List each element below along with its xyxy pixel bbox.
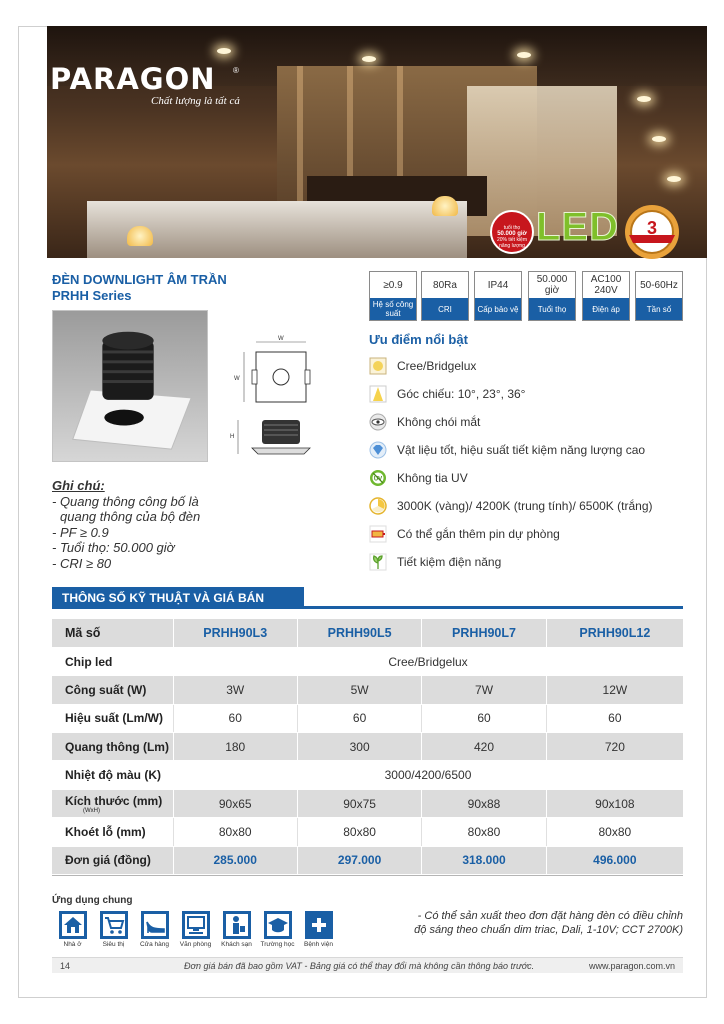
logo-wordmark: PARAGON xyxy=(50,62,216,96)
beam-angle-icon xyxy=(369,385,387,403)
table-row xyxy=(52,733,683,761)
price-cell: 297.000 xyxy=(297,846,421,874)
svg-text:UV: UV xyxy=(373,476,383,483)
row-label: Khoét lỗ (mm) xyxy=(52,818,173,846)
table-row xyxy=(52,704,683,732)
led-logo: LED xyxy=(536,205,619,249)
header-label: Mã số xyxy=(52,619,173,647)
high-heel-icon xyxy=(144,914,166,936)
application-item xyxy=(216,911,257,948)
cell: 60 xyxy=(297,704,421,732)
row-label: Công suất (W) xyxy=(52,676,173,704)
application-label: Văn phòng xyxy=(179,941,212,948)
application-label: Siêu thị xyxy=(102,941,125,948)
drawing-width-top: W xyxy=(278,336,284,342)
cell: 300 xyxy=(297,733,421,761)
advantage-text: Không tia UV xyxy=(397,471,468,485)
note-line: - CRI ≥ 80 xyxy=(52,555,112,571)
spec-value: IP44 xyxy=(487,279,509,291)
table-row xyxy=(52,789,683,817)
advantage-item xyxy=(369,464,653,492)
spec-value: 80Ra xyxy=(433,279,457,291)
advantage-text: Vật liệu tốt, hiệu suất tiết kiệm năng lượng cao xyxy=(397,443,646,457)
spec-ip xyxy=(474,271,522,321)
product-photo xyxy=(52,310,208,462)
advantage-text: Góc chiếu: 10°, 23°, 36° xyxy=(397,387,526,401)
page-number: 14 xyxy=(60,961,71,971)
row-label: Chip led xyxy=(52,647,173,675)
model-header: PRHH90L7 xyxy=(422,619,546,647)
cell: 12W xyxy=(546,676,683,704)
advantage-item xyxy=(369,352,653,380)
table-row xyxy=(52,818,683,846)
model-header: PRHH90L5 xyxy=(297,619,421,647)
lifetime-badge xyxy=(490,210,534,254)
model-header: PRHH90L3 xyxy=(173,619,297,647)
advantage-item xyxy=(369,492,653,520)
cob-chip-icon xyxy=(369,357,387,375)
note-line: quang thông của bộ đèn xyxy=(60,509,201,524)
row-label: Đơn giá (đồng) xyxy=(52,846,173,874)
battery-icon xyxy=(369,525,387,543)
application-label: Trường học xyxy=(260,941,295,948)
advantage-text: Cree/Bridgelux xyxy=(397,359,477,373)
color-temperature-icon xyxy=(369,497,387,515)
applications-title: Ứng dụng chung xyxy=(52,895,133,906)
advantage-item xyxy=(369,548,653,576)
section-underline xyxy=(52,606,683,609)
spec-value: 50-60Hz xyxy=(640,279,678,291)
note-line: - Tuổi thọ: 50.000 giờ xyxy=(52,540,175,555)
cell: 7W xyxy=(422,676,546,704)
advantage-text: Không chói mắt xyxy=(397,415,481,429)
shopping-cart-icon xyxy=(103,914,125,936)
spec-label: Điện áp xyxy=(583,298,629,320)
advantage-item xyxy=(369,380,653,408)
drawing-width-side: W xyxy=(234,376,240,382)
section-heading: THÔNG SỐ KỸ THUẬT VÀ GIÁ BÁN xyxy=(52,587,304,609)
cell: 90x108 xyxy=(546,789,683,817)
warranty-badge xyxy=(623,203,681,261)
dimension-drawing xyxy=(222,330,342,470)
notes-heading: Ghi chú: xyxy=(52,478,105,493)
price-cell: 285.000 xyxy=(173,846,297,874)
cell: 60 xyxy=(546,704,683,732)
row-merged-value: Cree/Bridgelux xyxy=(173,647,683,675)
cell: 90x75 xyxy=(297,789,421,817)
row-sublabel: (WxH) xyxy=(83,807,100,814)
advantage-text: 3000K (vàng)/ 4200K (trung tính)/ 6500K (trắng) xyxy=(397,499,653,513)
advantages-list xyxy=(369,352,653,576)
warranty-years: 3 xyxy=(646,218,658,238)
page-footer xyxy=(52,957,683,973)
bellboy-icon xyxy=(226,914,248,936)
advantage-text: Tiết kiệm điện năng xyxy=(397,555,502,569)
cell: 90x88 xyxy=(422,789,546,817)
spec-value: ≥0.9 xyxy=(383,279,403,291)
house-icon xyxy=(62,914,84,936)
spec-value: 50.000 giờ xyxy=(536,274,568,296)
footnote-line: - Có thể sản xuất theo đơn đặt hàng đèn có điều chỉnh xyxy=(417,910,683,922)
product-title xyxy=(52,272,227,304)
cell: 80x80 xyxy=(297,818,421,846)
notes-block xyxy=(52,478,200,571)
graduation-cap-icon xyxy=(267,914,289,936)
lifetime-badge-line3: 20% tiết kiệm năng lượng xyxy=(496,237,527,249)
spec-price-table xyxy=(52,619,683,875)
cell: 5W xyxy=(297,676,421,704)
model-header: PRHH90L12 xyxy=(546,619,683,647)
registered-mark: ® xyxy=(233,66,239,75)
note-line: - PF ≥ 0.9 xyxy=(52,524,109,540)
spec-label: Cấp bảo vệ xyxy=(475,298,521,320)
row-label: Hiệu suất (Lm/W) xyxy=(52,704,173,732)
website-link[interactable]: www.paragon.com.vn xyxy=(588,961,675,971)
no-uv-icon xyxy=(369,469,387,487)
table-row-price xyxy=(52,846,683,874)
cell: 3W xyxy=(173,676,297,704)
advantage-item xyxy=(369,436,653,464)
application-item xyxy=(93,911,134,948)
product-series: PRHH Series xyxy=(52,288,132,303)
footnote-line: độ sáng theo chuẩn dim triac, Dali, 1-10V; CCT 2700K) xyxy=(414,924,683,936)
cell: 80x80 xyxy=(422,818,546,846)
spec-value: AC100 240V xyxy=(590,274,622,296)
energy-saving-icon xyxy=(369,553,387,571)
cell: 90x65 xyxy=(173,789,297,817)
dimming-footnote xyxy=(414,909,683,937)
row-merged-value: 3000/4200/6500 xyxy=(173,761,683,789)
application-item xyxy=(298,911,339,948)
table-row xyxy=(52,647,683,675)
logo-tagline: Chất lượng là tất cả xyxy=(151,95,240,107)
lifetime-badge-value: 50.000 giờ xyxy=(497,231,527,237)
spec-label: Tuổi thọ xyxy=(529,298,575,320)
price-disclaimer: Đơn giá bán đã bao gồm VAT - Bảng giá có thể thay đổi mà không cần thông báo trước. xyxy=(184,961,535,971)
advantage-item xyxy=(369,408,653,436)
application-label: Bệnh viện xyxy=(304,941,333,948)
advantage-text: Có thể gắn thêm pin dự phòng xyxy=(397,527,560,541)
cell: 180 xyxy=(173,733,297,761)
cell: 420 xyxy=(422,733,546,761)
drawing-height: H xyxy=(230,434,235,440)
table-row xyxy=(52,761,683,789)
row-label: Nhiệt độ màu (K) xyxy=(52,761,173,789)
row-label: Quang thông (Lm) xyxy=(52,733,173,761)
price-cell: 496.000 xyxy=(546,846,683,874)
spec-label: Tần số xyxy=(636,298,682,320)
spec-lifetime xyxy=(528,271,576,321)
application-item xyxy=(175,911,216,948)
applications-list xyxy=(52,911,339,948)
application-item xyxy=(257,911,298,948)
note-line: - Quang thông công bố là xyxy=(52,493,199,509)
lifetime-badge-line1: tuổi thọ xyxy=(503,225,521,231)
diamond-icon xyxy=(369,441,387,459)
spec-voltage xyxy=(582,271,630,321)
cell: 720 xyxy=(546,733,683,761)
cell: 60 xyxy=(173,704,297,732)
application-item xyxy=(134,911,175,948)
row-label-dimension xyxy=(52,789,173,817)
table-header-row xyxy=(52,619,683,647)
computer-icon xyxy=(185,914,207,936)
table-bottom-line xyxy=(52,875,683,876)
application-label: Cửa hàng xyxy=(140,941,169,948)
row-label: Kích thước (mm) xyxy=(65,793,163,808)
cell: 80x80 xyxy=(173,818,297,846)
anti-glare-eye-icon xyxy=(369,413,387,431)
product-name: ĐÈN DOWNLIGHT ÂM TRẦN xyxy=(52,272,227,287)
spec-frequency xyxy=(635,271,683,321)
spec-label: Hệ số công suất xyxy=(370,298,416,320)
advantages-title: Ưu điểm nổi bật xyxy=(369,332,468,347)
paragon-logo xyxy=(50,62,250,112)
spec-label: CRI xyxy=(422,298,468,320)
application-item xyxy=(52,911,93,948)
cell: 80x80 xyxy=(546,818,683,846)
spec-power-factor xyxy=(369,271,417,321)
table-row xyxy=(52,676,683,704)
hospital-cross-icon xyxy=(308,914,330,936)
price-cell: 318.000 xyxy=(422,846,546,874)
cell: 60 xyxy=(422,704,546,732)
spec-cri xyxy=(421,271,469,321)
advantage-item xyxy=(369,520,653,548)
application-label: Nhà ở xyxy=(63,941,82,948)
application-label: Khách sạn xyxy=(221,941,252,948)
